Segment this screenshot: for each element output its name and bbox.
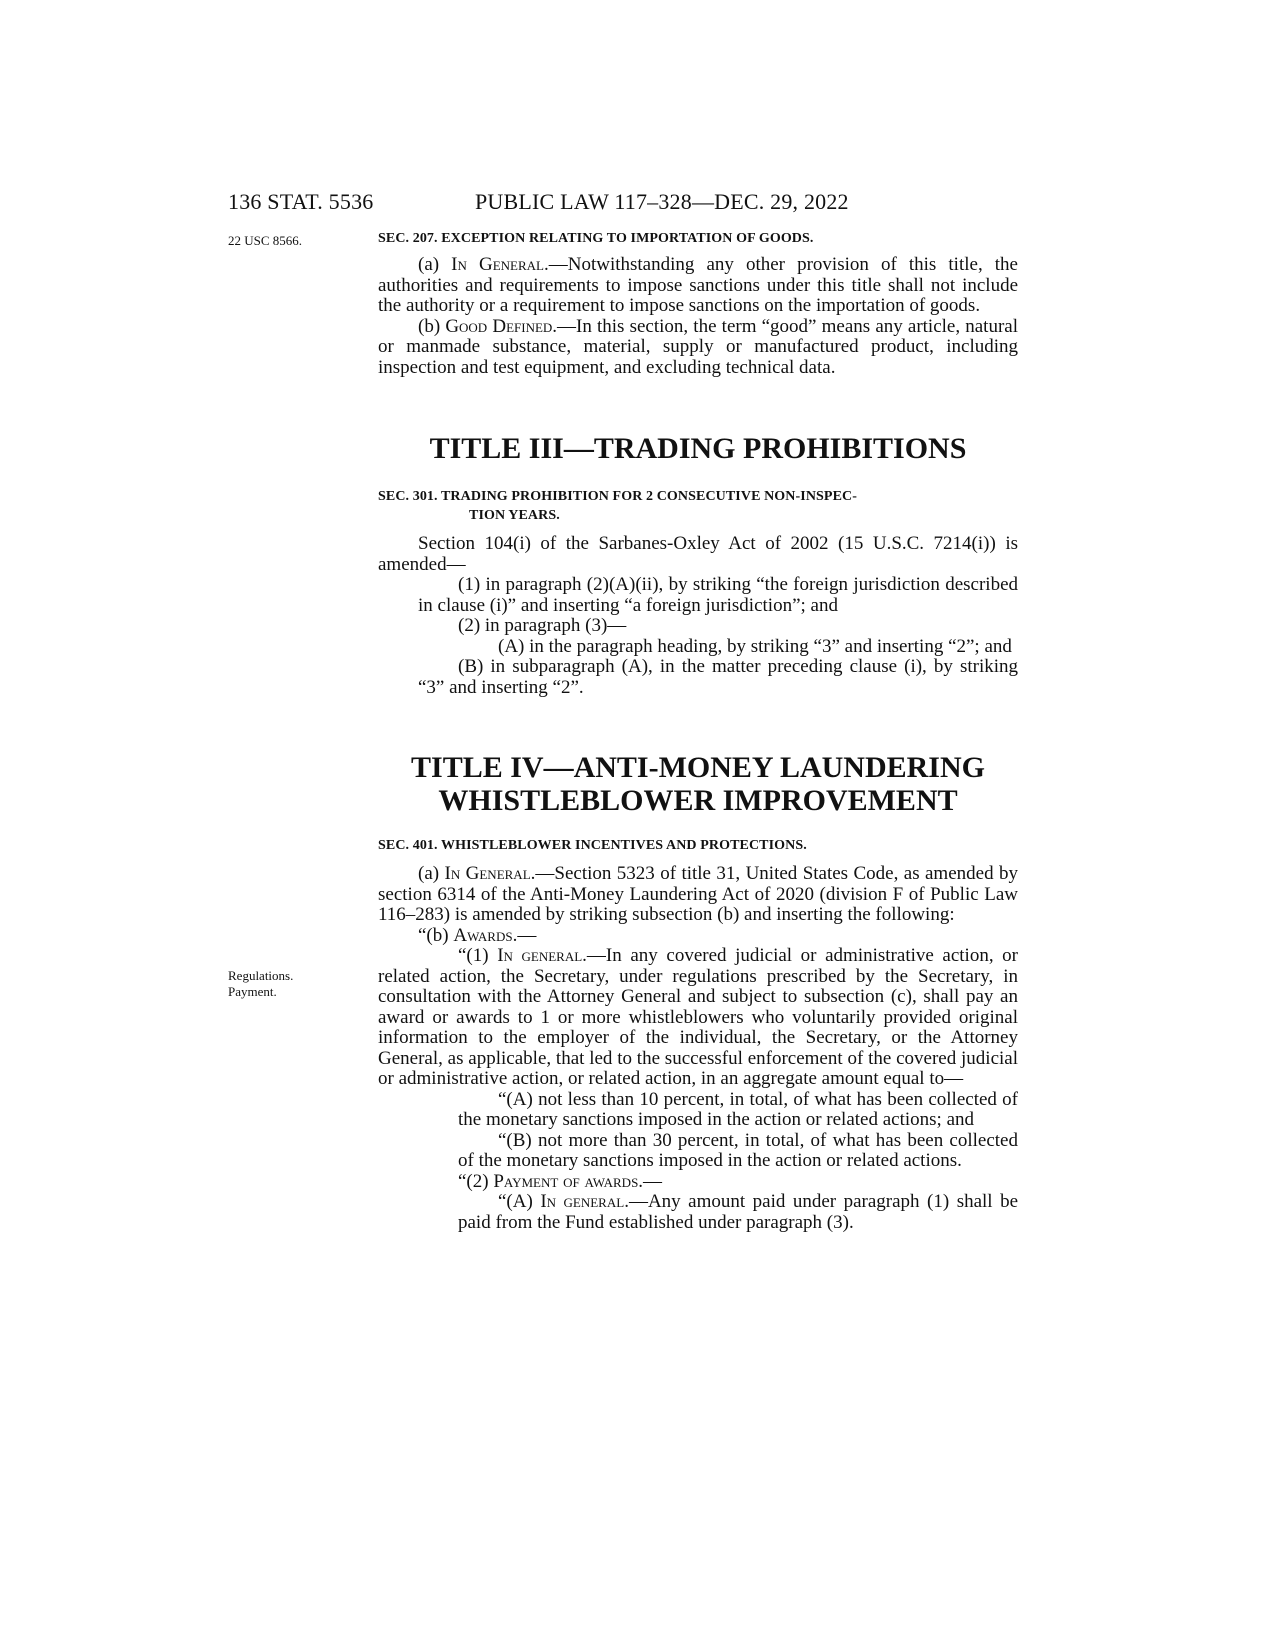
section-401-subsection-a: (a) In General.—Section 5323 of title 31, United States Code, as amended by section 6314 of the Anti-Money Laundering Act of 2020 (division F of Public Law 116–283) is amended by striking subsection (b) and inserting the following: [378,863,1018,925]
section-401-paragraph-1: “(1) In general.—In any covered judicial or administrative action, or related action, the Secretary, under regulations prescribed by the Secretary, in consultation with the Attorney General and subject to subsection (c), shall pay an award or awards to 1 or more whistleblowers who voluntarily provided original information to the employer of the individual, the Secretary, or the Attorney General, as applicable, that led to the successful enforcement of the covered judicial or administrative action, or related action, in an aggregate amount equal to— [378,945,1019,1089]
section-207-body [378,255,1018,378]
section-401-subsection-b: “(b) Awards.— [418,924,537,946]
section-301-subparagraph-a: (A) in the paragraph heading, by striking “3” and inserting “2”; and [498,635,1012,657]
margin-note-payment: Payment. [228,984,277,999]
section-301-body [378,534,1018,698]
section-401-body [378,864,1018,1233]
page-law-header: PUBLIC LAW 117–328—DEC. 29, 2022 [475,189,849,214]
section-301-paragraph-1: (1) in paragraph (2)(A)(ii), by striking “the foreign jurisdiction described in clause (i)” and inserting “a foreign jurisdiction”; and [418,574,1018,616]
section-207-subsection-b: (b) Good Defined.—In this section, the term “good” means any article, natural or manmade substance, material, supply or manufactured product, including inspection and test equipment, and excluding technical data. [378,315,1019,378]
section-207-subsection-a: (a) In General.—Notwithstanding any other provision of this title, the authorities and requirements to impose sanctions under this title shall not include the authority or a requirement to impose sanctions on the importation of goods. [378,254,1018,316]
section-301-paragraph-2: (2) in paragraph (3)— [458,615,627,636]
title-iv-heading-line1: TITLE IV—ANTI-MONEY LAUNDERING [411,751,985,784]
section-401-subparagraph-b: “(B) not more than 30 percent, in total, of what has been collected of the monetary sanctions imposed in the action or related actions. [458,1129,1018,1171]
section-401-subparagraph-a: “(A) not less than 10 percent, in total, of what has been collected of the monetary sanctions imposed in the action or related actions; and [458,1088,1018,1130]
section-401-paragraph-2-subparagraph-a: “(A) In general.—Any amount paid under paragraph (1) shall be paid from the Fund established under paragraph (3). [458,1191,1018,1233]
section-301-subparagraph-b: (B) in subparagraph (A), in the matter preceding clause (i), by striking “3” and inserting “2”. [418,656,1018,698]
section-207-heading: SEC. 207. EXCEPTION RELATING TO IMPORTATION OF GOODS. [378,231,814,246]
margin-note-regulations: Regulations. [228,968,294,983]
section-301-heading-line2: TION YEARS. [469,508,560,523]
title-iv-heading-line2: WHISTLEBLOWER IMPROVEMENT [438,784,958,817]
margin-note-usc: 22 USC 8566. [228,233,303,248]
section-401-paragraph-2: “(2) Payment of awards.— [458,1170,663,1192]
section-401-heading: SEC. 401. WHISTLEBLOWER INCENTIVES AND PROTECTIONS. [378,838,807,853]
section-301-heading-line1: SEC. 301. TRADING PROHIBITION FOR 2 CONSECUTIVE NON-INSPEC- [378,489,857,504]
page-stat-citation: 136 STAT. 5536 [228,189,374,214]
section-301-intro: Section 104(i) of the Sarbanes-Oxley Act of 2002 (15 U.S.C. 7214(i)) is amended— [378,533,1018,575]
title-iii-heading: TITLE III—TRADING PROHIBITIONS [429,432,967,465]
